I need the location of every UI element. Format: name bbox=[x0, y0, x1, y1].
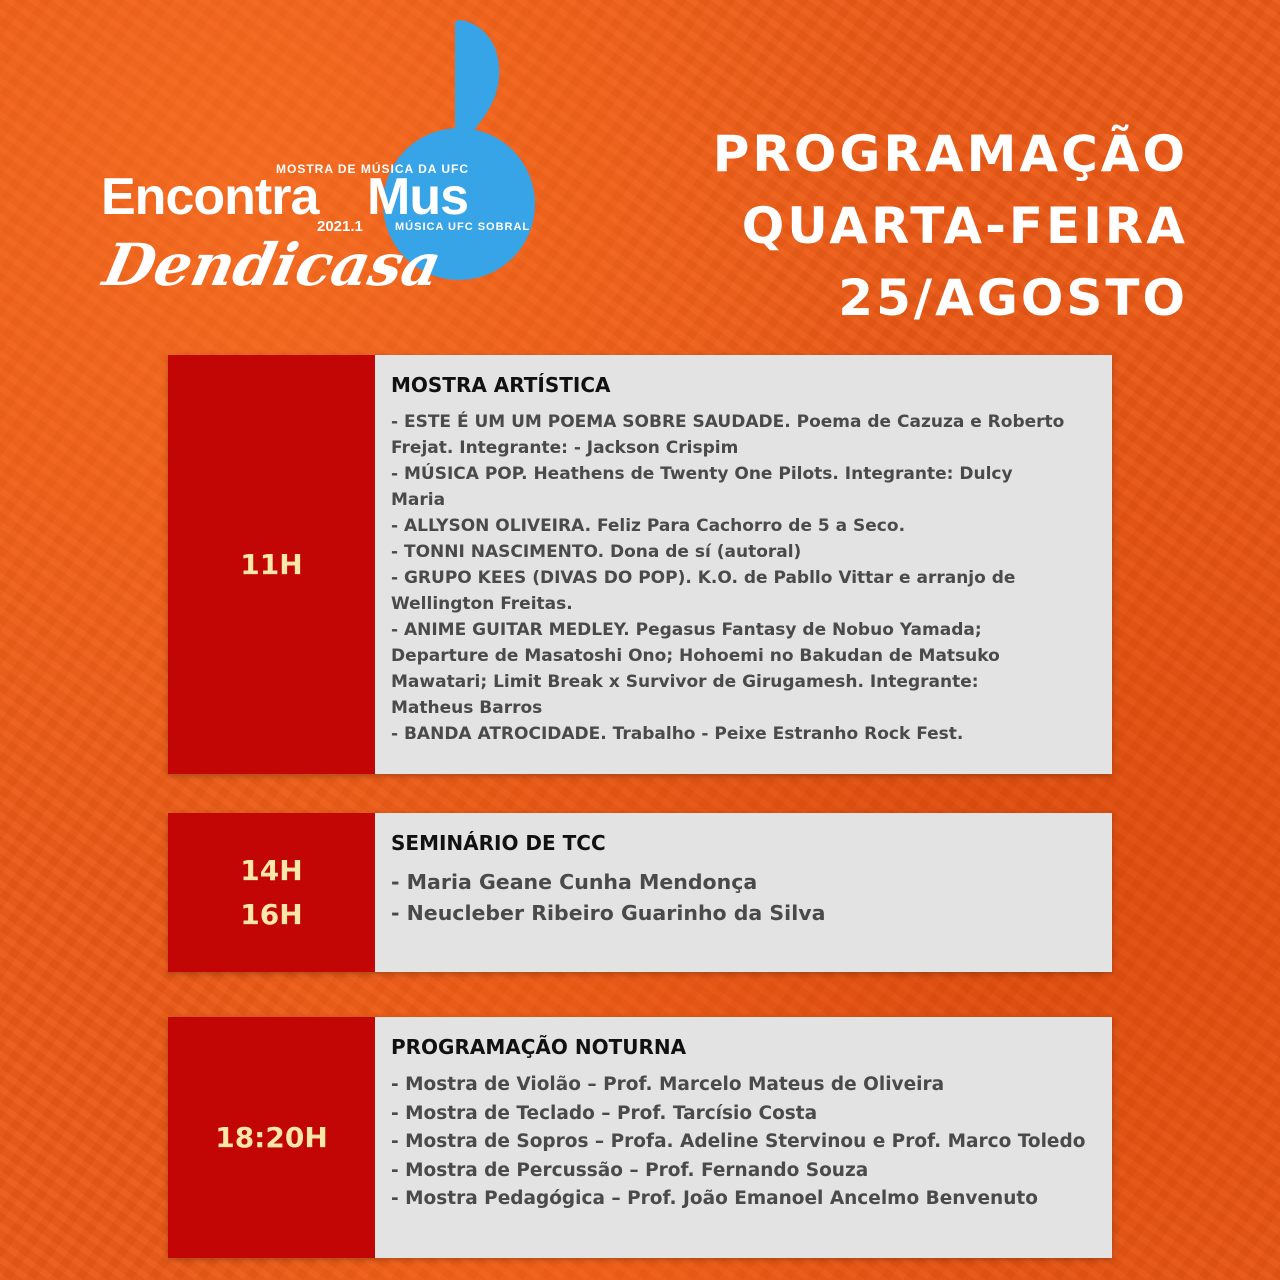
list-item: - MÚSICA POP. Heathens de Twenty One Pilots. Integrante: Dulcy bbox=[391, 464, 1013, 484]
logo-course: MÚSICA UFC SOBRAL bbox=[395, 221, 531, 233]
block-title: SEMINÁRIO DE TCC bbox=[391, 831, 606, 855]
list-item: - Neucleber Ribeiro Guarinho da Silva bbox=[391, 901, 826, 925]
list-item: Departure de Masatoshi Ono; Hohoemi no Bakudan de Matsuko bbox=[391, 646, 1000, 666]
time-cell bbox=[168, 1017, 375, 1258]
block-lines bbox=[391, 409, 1096, 747]
content-cell bbox=[375, 355, 1112, 774]
list-item: Maria bbox=[391, 490, 446, 510]
time-label: 16H bbox=[240, 897, 303, 931]
list-item: - Mostra Pedagógica – Prof. João Emanoel Ancelmo Benvenuto bbox=[391, 1188, 1038, 1210]
list-item: - ESTE É UM UM POEMA SOBRE SAUDADE. Poema de Cazuza e Roberto bbox=[391, 412, 1065, 432]
content-cell bbox=[375, 813, 1112, 972]
schedule-block-programacao-noturna bbox=[168, 1017, 1112, 1258]
list-item: - Mostra de Violão – Prof. Marcelo Mateus de Oliveira bbox=[391, 1074, 945, 1095]
list-item: Frejat. Integrante: - Jackson Crispim bbox=[391, 438, 739, 458]
list-item: - GRUPO KEES (DIVAS DO POP). K.O. de Pabllo Vittar e arranjo de bbox=[391, 568, 1016, 588]
list-item: Wellington Freitas. bbox=[391, 594, 573, 614]
heading-line-2: QUARTA-FEIRA bbox=[741, 197, 1188, 255]
time-label: 18:20H bbox=[215, 1120, 328, 1154]
list-item: - Mostra de Teclado – Prof. Tarcísio Costa bbox=[391, 1102, 818, 1124]
event-logo bbox=[95, 18, 555, 308]
list-item: - Maria Geane Cunha Mendonça bbox=[391, 870, 758, 894]
logo-script-dendicasa: Dendicasa bbox=[97, 231, 448, 299]
time-label: 14H bbox=[240, 853, 303, 887]
schedule-block-seminario-tcc bbox=[168, 813, 1112, 972]
heading-line-1: PROGRAMAÇÃO bbox=[712, 125, 1188, 183]
logo-word-mus: Mus bbox=[367, 168, 468, 226]
list-item: Matheus Barros bbox=[391, 698, 543, 718]
page-heading bbox=[713, 118, 1188, 334]
time-cell bbox=[168, 355, 375, 774]
list-item: - BANDA ATROCIDADE. Trabalho - Peixe Estranho Rock Fest. bbox=[391, 724, 964, 744]
time-cell bbox=[168, 813, 375, 972]
schedule-block-mostra-artistica bbox=[168, 355, 1112, 774]
time-label: 11H bbox=[240, 547, 303, 581]
list-item: - ANIME GUITAR MEDLEY. Pegasus Fantasy de Nobuo Yamada; bbox=[391, 620, 982, 640]
list-item: - ALLYSON OLIVEIRA. Feliz Para Cachorro de 5 a Seco. bbox=[391, 516, 906, 536]
block-lines bbox=[391, 1071, 1096, 1214]
block-lines bbox=[391, 867, 1096, 929]
list-item: - Mostra de Percussão – Prof. Fernando Souza bbox=[391, 1159, 869, 1181]
content-cell bbox=[375, 1017, 1112, 1258]
logo-word-encontra: Encontra bbox=[101, 168, 319, 226]
block-title: PROGRAMAÇÃO NOTURNA bbox=[391, 1035, 687, 1059]
logo-subtitle: MOSTRA DE MÚSICA DA UFC bbox=[276, 162, 469, 176]
heading-line-3: 25/AGOSTO bbox=[838, 269, 1188, 327]
list-item: - TONNI NASCIMENTO. Dona de sí (autoral) bbox=[391, 542, 802, 562]
list-item: Mawatari; Limit Break x Survivor de Girugamesh. Integrante: bbox=[391, 672, 979, 692]
logo-edition: 2021.1 bbox=[317, 218, 363, 235]
block-title: MOSTRA ARTÍSTICA bbox=[391, 373, 611, 397]
list-item: - Mostra de Sopros – Profa. Adeline Stervinou e Prof. Marco Toledo bbox=[391, 1131, 1086, 1153]
